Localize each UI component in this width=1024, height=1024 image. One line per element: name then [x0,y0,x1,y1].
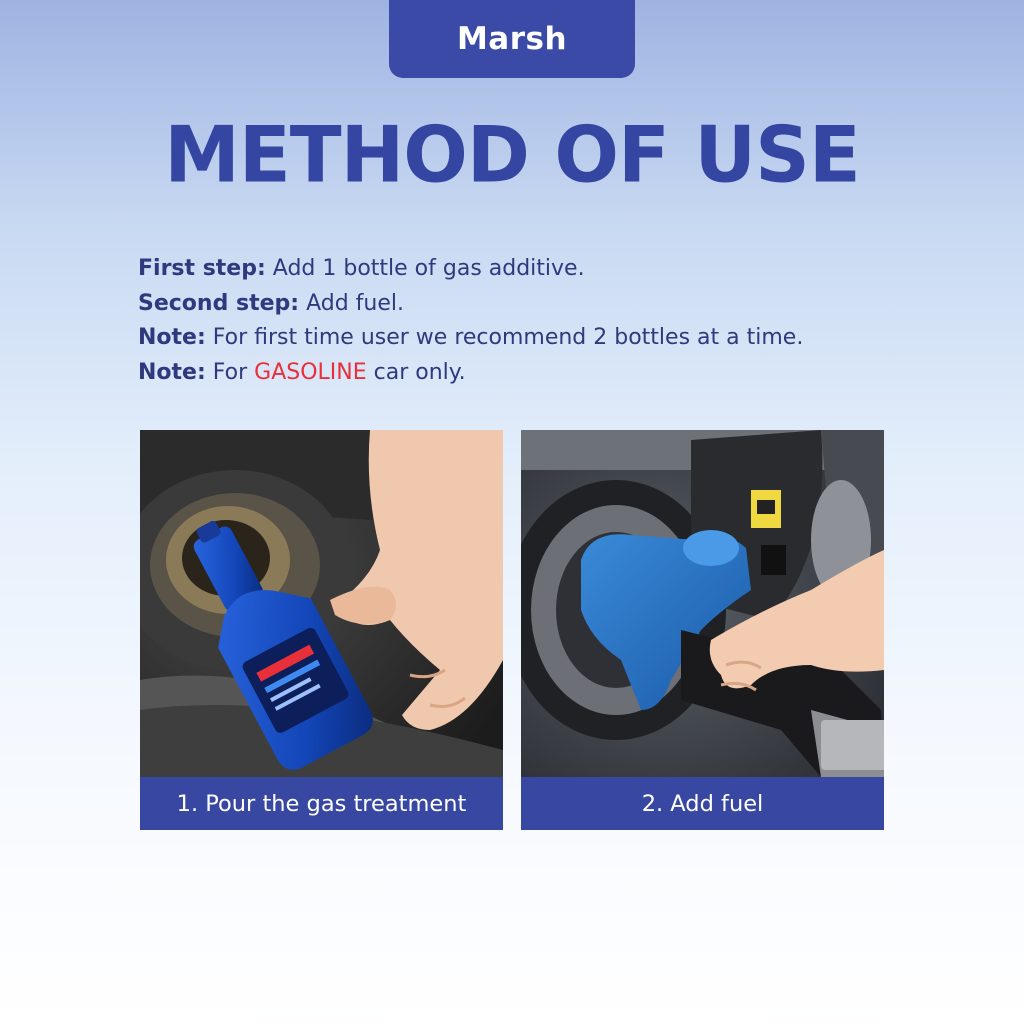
note-line [138,356,938,391]
step-label: Second step: [138,290,300,316]
fuel-illustration [521,430,884,777]
pour-photo [140,430,503,777]
fuel-photo [521,430,884,777]
note-text-before: For [212,359,248,385]
step-panel-fuel [521,430,884,830]
step-line [138,252,938,287]
gasoline-highlight: GASOLINE [254,359,367,385]
step-text: Add fuel. [306,290,404,316]
note-label: Note: [138,325,206,350]
step-panel-pour [140,430,503,830]
brand-name: Marsh [456,21,568,57]
note-text: For first time user we recommend 2 bottles at a time. [212,325,804,350]
note-text-after: car only. [373,359,466,385]
note-line [138,321,938,356]
step-text: Add 1 bottle of gas additive. [272,256,585,281]
instructions [138,252,938,390]
step-line [138,287,938,322]
brand-tab [389,0,635,78]
step-label: First step: [138,256,266,281]
page-title: METHOD OF USE [164,109,860,200]
fuel-caption: 2. Add fuel [521,777,884,830]
pour-caption: 1. Pour the gas treatment [140,777,503,830]
note-label: Note: [138,359,206,385]
pour-illustration [140,430,503,777]
